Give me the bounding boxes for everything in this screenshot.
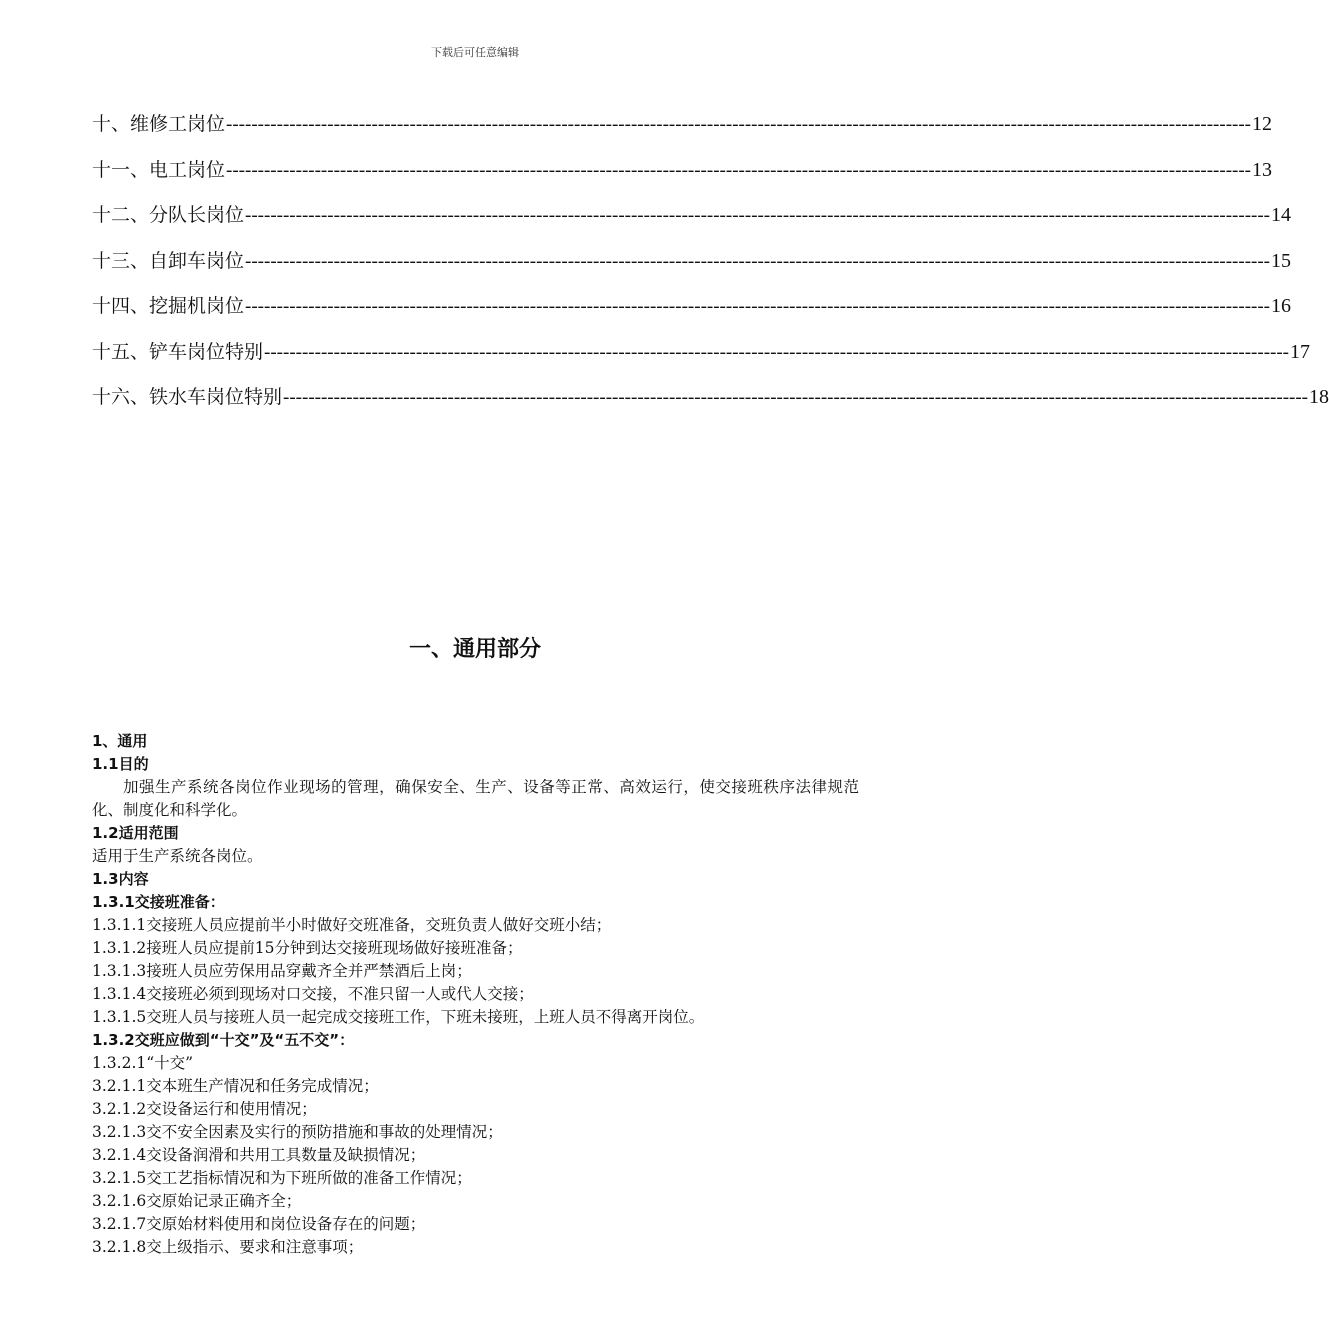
toc-entry[interactable] [92, 108, 1273, 154]
list-item: 1.3.1.3接班人员应劳保用品穿戴齐全并严禁酒后上岗； [92, 962, 472, 980]
paragraph-purpose: 加强生产系统各岗位作业现场的管理，确保安全、生产、设备等正常、高效运行，使交接班秩序法律规范化、制度化和科学化。 [92, 778, 859, 819]
heading-content: 1.3内容 [92, 870, 149, 888]
list-item: 3.2.1.5交工艺指标情况和为下班所做的准备工作情况； [92, 1169, 472, 1187]
toc-entry-title: 十三、自卸车岗位 [92, 249, 245, 272]
section-heading: 一、通用部分 [408, 637, 541, 662]
page-header: 下载后可任意编辑 [431, 46, 519, 59]
list-item: 1.3.1.2接班人员应提前15分钟到达交接班现场做好接班准备； [92, 939, 523, 957]
toc-entry-page: 17 [1290, 340, 1311, 363]
toc-entry[interactable] [92, 381, 1329, 427]
heading-general: 1、通用 [92, 732, 148, 750]
toc-entry-title: 十、维修工岗位 [92, 113, 226, 135]
toc-entry[interactable] [92, 199, 1292, 245]
toc-entry[interactable] [92, 245, 1292, 291]
toc-leader: ------------------------------------------------------------------------------------------------------------------------------------------------------------------ [245, 205, 1271, 226]
toc-entry[interactable] [92, 336, 1311, 382]
list-item: 1.3.1.4交接班必须到现场对口交接，不准只留一人或代人交接； [92, 985, 534, 1003]
toc-leader: ------------------------------------------------------------------------------------------------------------------------------------------------------------------ [264, 341, 1290, 363]
paragraph-scope: 适用于生产系统各岗位。 [92, 847, 263, 865]
list-item: 3.2.1.6交原始记录正确齐全； [92, 1192, 302, 1210]
list-item: 1.3.1.1交接班人员应提前半小时做好交班准备，交班负责人做好交班小结； [92, 916, 612, 934]
toc-entry[interactable] [92, 290, 1292, 336]
table-of-contents [92, 108, 1329, 427]
heading-purpose: 1.1目的 [92, 755, 149, 773]
heading-handover-rules: 1.3.2交班应做到“十交”及“五不交”： [92, 1031, 355, 1049]
list-item: 3.2.1.7交原始材料使用和岗位设备存在的问题； [92, 1215, 426, 1233]
list-item: 1.3.2.1“十交” [92, 1054, 194, 1072]
list-item: 3.2.1.3交不安全因素及实行的预防措施和事故的处理情况； [92, 1123, 503, 1141]
toc-leader: ------------------------------------------------------------------------------------------------------------------------------------------------------------------ [226, 159, 1252, 181]
list-item: 3.2.1.8交上级指示、要求和注意事项； [92, 1238, 364, 1256]
toc-leader: ------------------------------------------------------------------------------------------------------------------------------------------------------------------ [226, 114, 1252, 135]
heading-scope: 1.2适用范围 [92, 824, 179, 842]
toc-entry-page: 16 [1271, 295, 1292, 317]
toc-leader: ------------------------------------------------------------------------------------------------------------------------------------------------------------------ [245, 250, 1271, 272]
toc-entry-title: 十六、铁水车岗位特别 [92, 386, 283, 408]
toc-entry-title: 十五、铲车岗位特别 [92, 340, 264, 363]
toc-entry-page: 18 [1309, 386, 1329, 408]
toc-entry-title: 十一、电工岗位 [92, 158, 226, 181]
toc-leader: ------------------------------------------------------------------------------------------------------------------------------------------------------------------ [245, 296, 1271, 317]
toc-entry-page: 14 [1271, 204, 1292, 226]
toc-entry[interactable] [92, 154, 1273, 200]
toc-entry-title: 十二、分队长岗位 [92, 204, 245, 226]
list-item: 3.2.1.2交设备运行和使用情况； [92, 1100, 317, 1118]
toc-entry-page: 15 [1271, 249, 1292, 272]
list-item: 3.2.1.1交本班生产情况和任务完成情况； [92, 1077, 379, 1095]
heading-handover-prep: 1.3.1交接班准备： [92, 893, 225, 911]
toc-entry-page: 12 [1252, 113, 1273, 135]
document-body [92, 730, 859, 1259]
list-item: 3.2.1.4交设备润滑和共用工具数量及缺损情况； [92, 1146, 426, 1164]
toc-entry-title: 十四、挖掘机岗位 [92, 295, 245, 317]
toc-leader: ------------------------------------------------------------------------------------------------------------------------------------------------------------------ [283, 387, 1309, 408]
toc-entry-page: 13 [1252, 158, 1273, 181]
list-item: 1.3.1.5交班人员与接班人员一起完成交接班工作，下班未接班，上班人员不得离开岗位。 [92, 1008, 705, 1026]
